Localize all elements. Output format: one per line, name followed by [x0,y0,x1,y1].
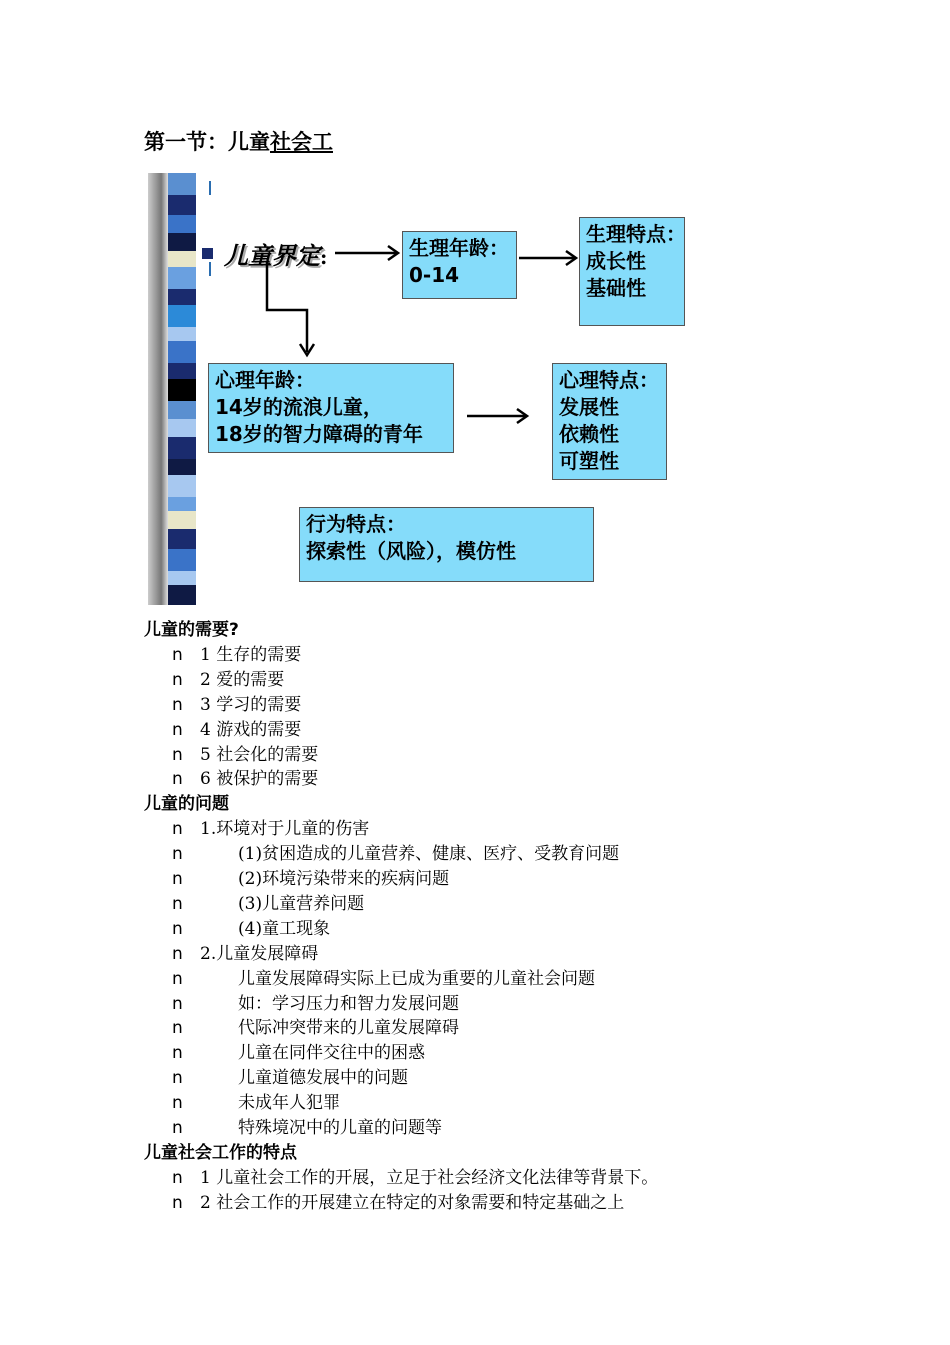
box-line: 生理特点： [586,222,686,246]
definition-text: 儿童界定 [224,241,320,270]
definition-label [224,236,327,271]
list-item-text: 未成年人犯罪 [238,1093,340,1114]
section-heading: 儿童的需要? [144,620,239,640]
box-line: 基础性 [586,276,646,300]
bullet-marker: n [172,769,183,790]
slide-marker [209,181,211,195]
page-title [144,126,333,156]
bullet-marker: n [172,744,183,765]
bullet-marker: n [172,993,183,1014]
box-physio-age [402,231,517,299]
bullet-marker: n [172,1093,183,1114]
bullet-marker: n [172,819,183,840]
bullet-marker: n [172,1068,183,1089]
bullet-marker: n [172,644,183,665]
box-psych-age [208,363,454,453]
list-item-text: 儿童发展障碍实际上已成为重要的儿童社会问题 [238,968,595,989]
box-line: 探索性（风险），模仿性 [306,539,516,563]
list-item-text: (3)儿童营养问题 [238,893,365,914]
slide-decorative-stripe [148,173,203,605]
list-item-text: 3 学习的需要 [200,694,302,715]
list-item-text: 4 游戏的需要 [200,719,302,740]
list-item-text: (1)贫困造成的儿童营养、健康、医疗、受教育问题 [238,844,620,865]
box-line: 14岁的流浪儿童， [215,395,383,419]
bullet-marker: n [172,918,183,939]
list-item [172,839,619,864]
box-line: 生理年龄： [409,236,509,260]
bullet-marker: n [172,893,183,914]
box-line: 18岁的智力障碍的青年 [215,422,423,446]
definition-colon: : [320,245,328,269]
list-item [172,715,301,740]
arrow-to-psych-age [267,262,307,352]
box-line: 发展性 [559,395,619,419]
list-item-text: 特殊境况中的儿童的问题等 [238,1118,442,1138]
list-item-text: 5 社会化的需要 [200,744,319,765]
box-line: 心理特点： [559,368,659,392]
list-item [172,1113,442,1138]
list-item-text: 2.儿童发展障碍 [200,943,319,964]
section-heading: 儿童的问题 [144,794,229,815]
list-item-text: 代际冲突带来的儿童发展障碍 [238,1018,459,1039]
box-psych-traits [552,363,667,480]
box-line: 依赖性 [559,422,619,446]
slide-marker [209,262,211,276]
list-item [172,914,330,939]
list-item [172,640,301,665]
list-item [172,814,369,839]
section-heading: 儿童社会工作的特点 [144,1142,297,1163]
list-item-text: 2 社会工作的开展建立在特定的对象需要和特定基础之上 [200,1192,625,1213]
box-behavior-traits [299,507,594,582]
list-item [172,1163,658,1188]
bullet-marker: n [172,943,183,964]
list-item [172,1188,624,1213]
list-item-text: 儿童道德发展中的问题 [238,1068,408,1089]
list-item-text: 1.环境对于儿童的伤害 [200,819,370,840]
list-item-text: 1 生存的需要 [200,644,302,665]
box-line: 成长性 [586,249,646,273]
square-bullet-icon [202,248,213,259]
list-item-text: 1 儿童社会工作的开展，立足于社会经济文化法律等背景下。 [200,1167,659,1188]
list-item [172,1013,459,1038]
list-item [172,889,364,914]
list-item [172,764,318,789]
list-item-text: 6 被保护的需要 [200,769,319,790]
list-item-text: 2 爱的需要 [200,669,285,690]
bullet-marker: n [172,719,183,740]
bullet-marker: n [172,1192,183,1213]
list-item [172,1038,425,1063]
list-item [172,740,318,765]
list-item-text: 如：学习压力和智力发展问题 [238,993,459,1014]
bullet-marker: n [172,694,183,715]
box-line: 可塑性 [559,449,619,473]
box-line: 行为特点： [306,512,406,536]
bullet-marker: n [172,869,183,889]
list-item [172,1088,340,1113]
list-item-text: (4)童工现象 [238,918,331,939]
list-item [172,964,595,989]
list-item-text: 儿童在同伴交往中的困惑 [238,1043,425,1064]
bullet-marker: n [172,1118,183,1138]
list-item [172,939,318,964]
box-line: 0-14 [409,263,460,287]
bullet-marker: n [172,669,183,690]
list-item-text: (2)环境污染带来的疾病问题 [238,869,450,889]
box-line: 心理年龄： [215,368,315,392]
list-item [172,665,284,690]
bullet-marker: n [172,968,183,989]
bullet-marker: n [172,844,183,865]
list-item [172,989,459,1014]
list-item [172,864,449,889]
bullet-marker: n [172,1043,183,1064]
bullet-marker: n [172,1167,183,1188]
box-physio-traits [579,217,685,326]
list-item [172,690,301,715]
title-text: 第一节：儿童 [144,130,270,154]
bullet-marker: n [172,1018,183,1039]
list-item [172,1063,408,1088]
title-underlined-text: 社会工 [270,130,333,154]
